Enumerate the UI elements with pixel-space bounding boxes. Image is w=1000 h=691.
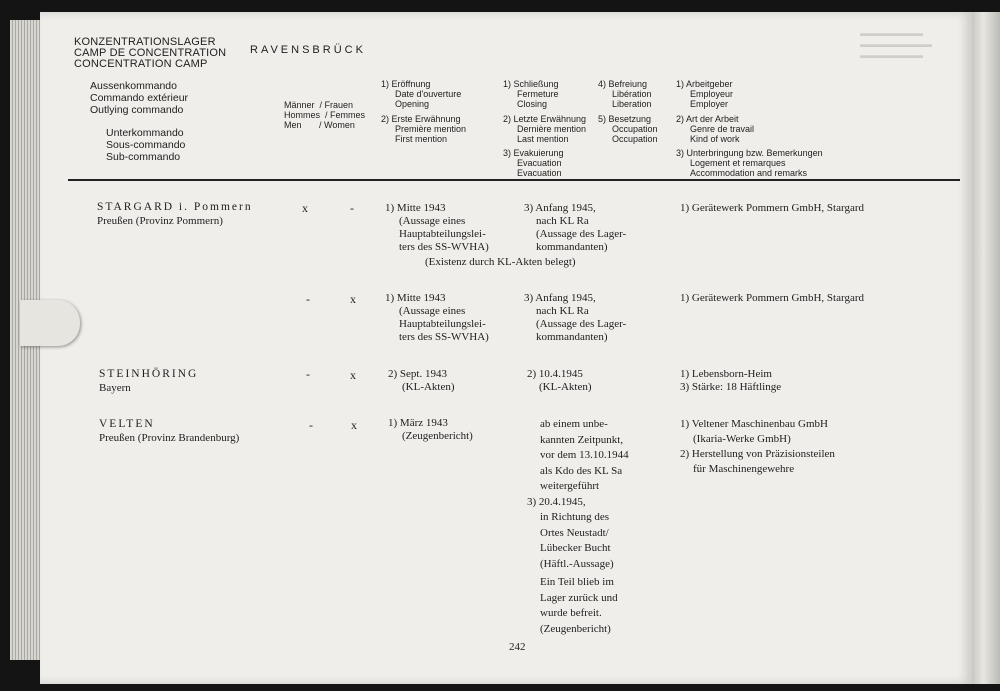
men-mark: x bbox=[302, 201, 308, 215]
entry-remarks: 1) Gerätewerk Pommern GmbH, Stargard bbox=[680, 292, 864, 304]
women-mark: x bbox=[351, 418, 357, 432]
legend-accommodation: 3) Unterbringung bzw. Bemerkungen Logement et remarques Accommodation and remarks bbox=[676, 148, 823, 178]
men-mark: - bbox=[306, 367, 310, 381]
entry-remarks: 1) Lebensborn-Heim 3) Stärke: 18 Häftlinge bbox=[680, 368, 782, 393]
legend-opening: 1) Eröffnung Date d'ouverture Opening bbox=[381, 79, 462, 109]
entry-place: VELTEN bbox=[99, 418, 155, 430]
legend-work-kind: 2) Art der Arbeit Genre de travail Kind of work bbox=[676, 114, 755, 144]
entry-closing: 3) Anfang 1945, nach KL Ra (Aussage des Lager- kommandanten) bbox=[524, 202, 627, 253]
entry-closing: ab einem unbe- kannten Zeitpunkt, vor dem 13.10.1944 als Kdo des KL Sa weitergeführt 3) 20.4.1945, in Richtung des Ortes Neustadt/ Lübecker Bucht (Häftl.-Aussage) Ein Teil blieb im Lager zurück und wurde befreit. (Zeugenbericht) bbox=[527, 418, 629, 635]
header-title-en: CONCENTRATION CAMP bbox=[74, 58, 208, 70]
page-number: 242 bbox=[509, 641, 526, 653]
camp-name: RAVENSBRÜCK bbox=[250, 44, 366, 56]
legend-first-mention: 2) Erste Erwähnung Première mention First mention bbox=[381, 114, 467, 144]
legend-evacuation: 3) Evakuierung Evacuation Evacuation bbox=[503, 148, 564, 178]
header-title-fr: CAMP DE CONCENTRATION bbox=[74, 47, 227, 59]
legend-aussen: Aussenkommando Commando extérieur Outlying commando bbox=[90, 80, 189, 116]
legend-gender: Männer / Frauen Hommes / Femmes Men / Women bbox=[284, 100, 366, 130]
legend-closing: 1) Schließung Fermeture Closing bbox=[503, 79, 559, 109]
entry-remarks: 1) Gerätewerk Pommern GmbH, Stargard bbox=[680, 202, 864, 214]
men-mark: - bbox=[309, 418, 313, 432]
header-rule bbox=[68, 179, 960, 181]
men-mark: - bbox=[306, 292, 310, 306]
legend-unter: Unterkommando Sous-commando Sub-commando bbox=[106, 127, 186, 163]
entry-place: STEINHÖRING bbox=[99, 368, 199, 380]
legend-employer: 1) Arbeitgeber Employeur Employer bbox=[676, 79, 734, 109]
entry-opening: 1) März 1943 (Zeugenbericht) bbox=[388, 417, 473, 442]
legend-last-mention: 2) Letzte Erwähnung Dernière mention Last mention bbox=[503, 114, 587, 144]
entry-region: Preußen (Provinz Pommern) bbox=[97, 215, 223, 227]
entry-opening: 2) Sept. 1943 (KL-Akten) bbox=[388, 368, 455, 393]
legend-occupation: 5) Besetzung Occupation Occupation bbox=[598, 114, 658, 144]
entry-place: STARGARD i. Pommern bbox=[97, 201, 253, 213]
entry-opening: 1) Mitte 1943 (Aussage eines Hauptabteilungslei- ters des SS-WVHA) bbox=[385, 202, 489, 253]
entry-region: Bayern bbox=[99, 382, 131, 394]
entry-region: Preußen (Provinz Brandenburg) bbox=[99, 432, 240, 444]
bookmark-tab bbox=[20, 300, 80, 346]
women-mark: - bbox=[350, 201, 354, 215]
entry-note: (Existenz durch KL-Akten belegt) bbox=[425, 256, 576, 268]
show-through-text: ▬▬▬▬▬▬▬ ▬▬▬▬▬▬▬▬ ▬▬▬▬▬▬▬ bbox=[860, 28, 932, 60]
entry-closing: 3) Anfang 1945, nach KL Ra (Aussage des Lager- kommandanten) bbox=[524, 292, 627, 343]
header-title-de: KONZENTRATIONSLAGER bbox=[74, 36, 216, 48]
women-mark: x bbox=[350, 292, 356, 306]
entry-opening: 1) Mitte 1943 (Aussage eines Hauptabteilungslei- ters des SS-WVHA) bbox=[385, 292, 489, 343]
book-spine bbox=[972, 12, 1000, 684]
women-mark: x bbox=[350, 368, 356, 382]
legend-liberation: 4) Befreiung Libération Liberation bbox=[598, 79, 652, 109]
entry-closing: 2) 10.4.1945 (KL-Akten) bbox=[527, 368, 592, 393]
entry-remarks: 1) Veltener Maschinenbau GmbH (Ikaria-Werke GmbH) 2) Herstellung von Präzisionsteilen für Maschinengewehre bbox=[680, 418, 835, 475]
